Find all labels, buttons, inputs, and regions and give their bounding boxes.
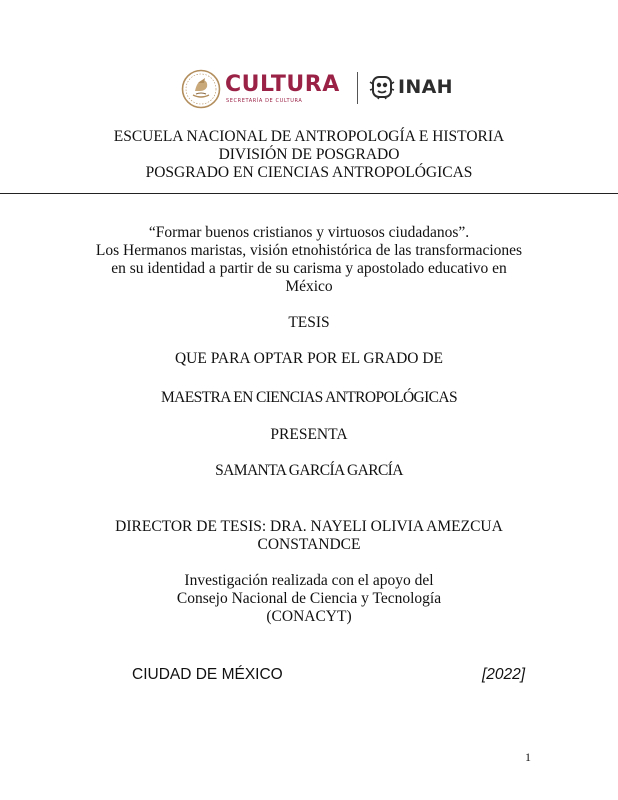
funding-line: Consejo Nacional de Ciencia y Tecnología <box>176 590 442 607</box>
director-line: DIRECTOR DE TESIS: DRA. NAYELI OLIVIA AMEZCUA <box>115 518 503 535</box>
degree-name: MAESTRA EN CIENCIAS ANTROPOLÓGICAS <box>160 389 458 406</box>
institution-line: DIVISIÓN DE POSGRADO <box>218 146 400 163</box>
year: [2022] <box>482 666 526 683</box>
title-line: “Formar buenos cristianos y virtuosos ciudadanos”. <box>148 224 470 241</box>
institution-block <box>0 128 618 182</box>
thesis-title <box>0 224 618 296</box>
title-line: México <box>285 278 333 295</box>
cultura-logo-text: CULTURA <box>225 72 340 97</box>
title-line: Los Hermanos maristas, visión etnohistórica de las transformaciones <box>95 242 523 259</box>
horizontal-rule <box>0 193 618 194</box>
cultura-logo-subtitle: SECRETARÍA DE CULTURA <box>226 98 303 104</box>
city: CIUDAD DE MÉXICO <box>132 666 283 683</box>
director-line: CONSTANDCE <box>257 536 361 553</box>
mexico-seal-icon <box>181 69 221 109</box>
inah-glyph-icon <box>369 74 395 102</box>
optar-label: QUE PARA OPTAR POR EL GRADO DE <box>174 350 444 367</box>
funding-note <box>0 572 618 626</box>
title-line: en su identidad a partir de su carisma y apostolado educativo en <box>111 260 507 277</box>
logo-divider <box>357 72 358 104</box>
header-logos <box>0 68 618 108</box>
funding-line: (CONACYT) <box>266 608 352 625</box>
author-name: SAMANTA GARCÍA GARCÍA <box>215 462 403 479</box>
funding-line: Investigación realizada con el apoyo del <box>184 572 434 589</box>
institution-line: POSGRADO EN CIENCIAS ANTROPOLÓGICAS <box>145 164 473 181</box>
thesis-director <box>0 518 618 554</box>
tesis-label: TESIS <box>288 314 330 331</box>
presenta-label: PRESENTA <box>270 426 348 443</box>
inah-logo-text: INAH <box>398 76 453 98</box>
page-number: 1 <box>525 750 531 764</box>
institution-line: ESCUELA NACIONAL DE ANTROPOLOGÍA E HISTORIA <box>113 128 505 145</box>
